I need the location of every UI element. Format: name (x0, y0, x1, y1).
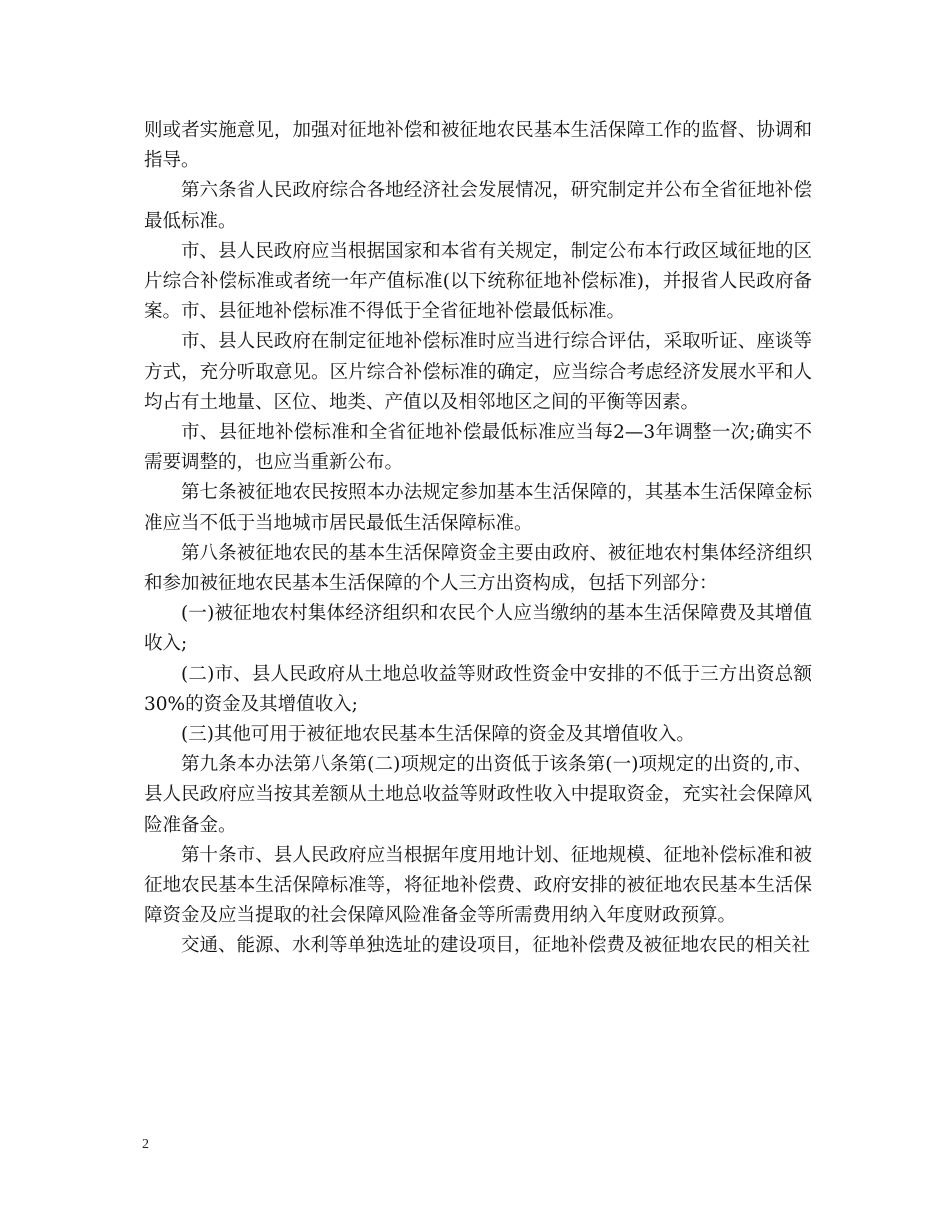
page-number: 2 (142, 1137, 149, 1152)
paragraph: 交通、能源、水利等单独选址的建设项目，征地补偿费及被征地农民的相关社 (181, 935, 811, 957)
list-item-1: (一)被征地农村集体经济组织和农民个人应当缴纳的基本生活保障费及其增值收入; (144, 603, 812, 655)
paragraph-article-7: 第七条被征地农民按照本办法规定参加基本生活保障的，其基本生活保障金标准应当不低于当地城市居民最低生活保障标准。 (144, 482, 812, 534)
paragraph-article-8: 第八条被征地农民的基本生活保障资金主要由政府、被征地农村集体经济组织和参加被征地农民基本生活保障的个人三方出资构成，包括下列部分： (144, 542, 812, 595)
paragraph: 市、县人民政府应当根据国家和本省有关规定，制定公布本行政区域征地的区片综合补偿标准或者统一年产值标准(以下统称征地补偿标准)，并报省人民政府备案。市、县征地补偿标准不得低于全省征地补偿最低标准。 (144, 240, 812, 323)
paragraph: 市、县人民政府在制定征地补偿标准时应当进行综合评估，采取听证、座谈等方式，充分听取意见。区片综合补偿标准的确定，应当综合考虑经济发展水平和人均占有土地量、区位、地类、产值以及相邻地区之间的平衡等因素。 (144, 331, 812, 413)
paragraph: 市、县征地补偿标准和全省征地补偿最低标准应当每2—3年调整一次;确实不需要调整的，也应当重新公布。 (144, 422, 812, 474)
paragraph-article-9: 第九条本办法第八条第(二)项规定的出资低于该条第(一)项规定的出资的,市、县人民政府应当按其差额从土地总收益等财政性收入中提取资金，充实社会保障风险准备金。 (144, 754, 812, 836)
paragraph-article-10: 第十条市、县人民政府应当根据年度用地计划、征地规模、征地补偿标准和被征地农民基本生活保障标准等，将征地补偿费、政府安排的被征地农民基本生活保障资金及应当提取的社会保障风险准备金等所需费用纳入年度财政预算。 (144, 844, 812, 927)
document-body (144, 116, 812, 962)
list-item-3: (三)其他可用于被征地农民基本生活保障的资金及其增值收入。 (181, 724, 695, 746)
paragraph-continued: 则或者实施意见，加强对征地补偿和被征地农民基本生活保障工作的监督、协调和指导。 (144, 120, 812, 172)
paragraph-article-6: 第六条省人民政府综合各地经济社会发展情况，研究制定并公布全省征地补偿最低标准。 (144, 180, 812, 232)
list-item-2: (二)市、县人民政府从土地总收益等财政性资金中安排的不低于三方出资总额30%的资金及其增值收入; (144, 663, 812, 715)
